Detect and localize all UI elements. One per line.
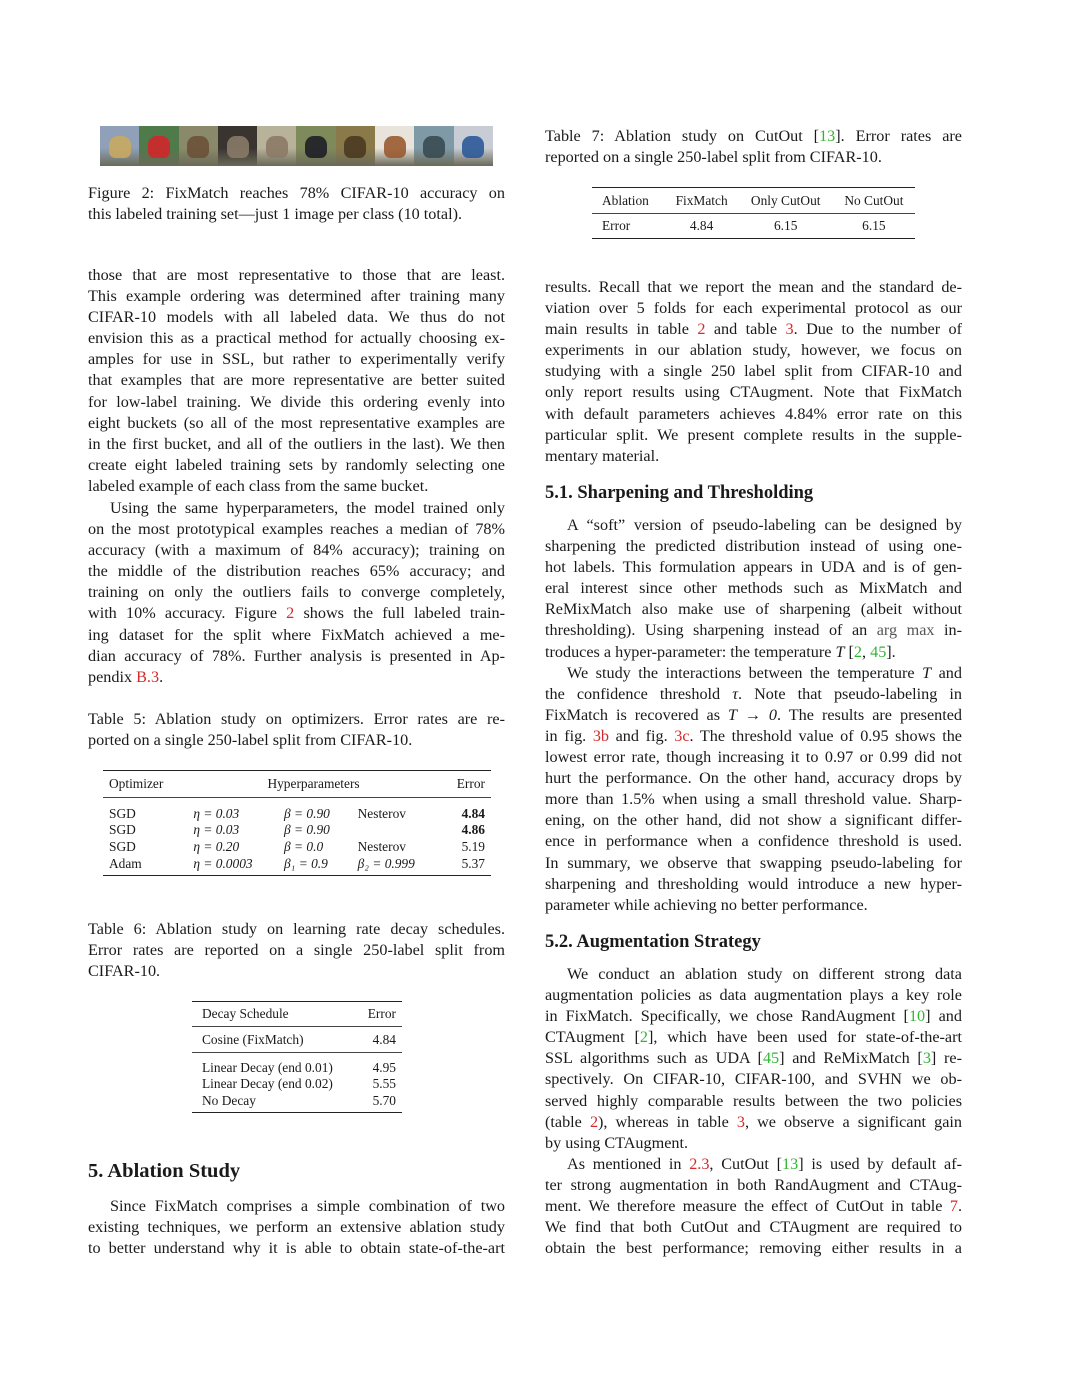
caption-line: this labeled training set—just 1 image per class (10 total). [88, 205, 463, 224]
table-5-caption [88, 709, 505, 751]
cell: η = 0.03 [193, 822, 240, 837]
text-line: ing dataset for the split where FixMatch achieved a me- [88, 625, 505, 644]
text-line [545, 1006, 962, 1027]
text: main results in table [545, 320, 698, 339]
cell: η = 0.20 [193, 839, 240, 854]
text-line: results. Recall that we report the mean and the standard de- [545, 278, 962, 296]
thumbnail-airplane [100, 126, 139, 166]
cell: No Decay [202, 1092, 256, 1108]
text-line: experiments in our ablation study, however, we focus on [545, 341, 962, 360]
caption-line: reported on a single 250-label split from CIFAR-10. [545, 148, 882, 167]
text-line: more than 1.5% when using a small threshold value. Sharp- [545, 790, 962, 809]
text: ]. [886, 642, 896, 661]
text-line [545, 1027, 962, 1048]
cell: 5.19 [461, 839, 485, 854]
thumbnail-horse [375, 126, 414, 166]
table-5-optimizers [103, 770, 491, 876]
caption-line: Error rates are reported on a single 250-label split from [88, 941, 505, 960]
cell: Linear Decay (end 0.02) [202, 1076, 333, 1091]
cell: β = 0.0 [284, 839, 324, 854]
thumbnail-truck [454, 126, 493, 166]
cell: η = 0.0003 [193, 855, 253, 871]
caption-line [545, 126, 962, 147]
text-line [545, 1048, 962, 1069]
cell: β₂ = 0.999 [357, 855, 415, 871]
table-row [103, 798, 491, 822]
table-7-cutout [592, 187, 915, 239]
results-paragraph [545, 277, 962, 467]
text: shows the full labeled train- [294, 604, 505, 623]
cell: Nesterov [357, 839, 406, 854]
math-temperature: T [922, 663, 932, 682]
text: ] and [925, 1007, 962, 1026]
cell: 5.37 [461, 855, 485, 871]
text-line: A “soft” version of pseudo-labeling can be designed by [567, 516, 962, 534]
text-line: ter strong augmentation in both RandAugment and CTAug- [545, 1175, 962, 1194]
table-row [192, 1093, 402, 1113]
text-line: Using the same hyperparameters, the model trained only [110, 499, 505, 517]
text: As mentioned in [567, 1154, 690, 1173]
text: ] and ReMixMatch [ [779, 1049, 923, 1068]
cell: 4.84 [461, 805, 485, 821]
column-header: Error [456, 776, 485, 791]
cell: 4.95 [372, 1059, 396, 1075]
cell: Cosine (FixMatch) [202, 1031, 304, 1047]
text-line: eral interest since other methods such as MixMatch and [545, 579, 962, 598]
cell: SGD [109, 822, 136, 837]
math-threshold: τ [732, 684, 738, 703]
math-limit: T → 0 [728, 705, 778, 724]
text-line: spectively. On CIFAR-10, CIFAR-100, and SVHN we ob- [545, 1070, 962, 1089]
caption-line: Table 5: Ablation study on optimizers. Error rates are re- [88, 710, 505, 728]
text-line: eight buckets (so all of the most representative examples are [88, 413, 505, 432]
table-row [192, 1053, 402, 1076]
text-line: obtain the best performance; removing either results in a [545, 1239, 962, 1258]
text: the confidence threshold [545, 684, 733, 703]
citation-10-link[interactable]: 10 [908, 1007, 926, 1026]
text-line: those that are most representative to those that are least. [88, 266, 505, 284]
text-line: mentary material. [545, 446, 660, 465]
text-line: ReMixMatch also make use of sharpening (albeit without [545, 600, 962, 619]
cell: 5.55 [372, 1076, 396, 1091]
text-line [545, 1196, 962, 1217]
text: in fig. [545, 726, 593, 745]
math-argmax: arg max [876, 621, 935, 640]
text: . Note that pseudo-labeling in [738, 684, 962, 703]
text: ] re- [930, 1049, 962, 1068]
thumbnail-bird [179, 126, 218, 166]
table-row [192, 1076, 402, 1093]
figure-3c-link[interactable]: 3c [674, 726, 690, 745]
text: pendix [88, 667, 137, 686]
cell: 4.84 [689, 218, 714, 233]
text-line: particular split. We present complete results in the supple- [545, 425, 962, 444]
cell: Nesterov [357, 805, 406, 821]
paragraph-hyperparameters-results [88, 498, 505, 688]
text-line: only report results using CTAugment. Note that FixMatch [545, 383, 962, 402]
text: FixMatch is recovered as [545, 705, 729, 724]
text: in FixMatch. Specifically, we chose RandAugment [ [545, 1007, 909, 1026]
text-line: served highly comparable results between the two policies [545, 1091, 962, 1110]
section-5-1-heading: 5.1. Sharpening and Thresholding [545, 483, 814, 503]
text: and table [705, 320, 786, 339]
caption-line: ported on a single 250-label split from CIFAR-10. [88, 731, 413, 750]
citation-13-link[interactable]: 13 [782, 1154, 799, 1173]
text-line: create eight labeled training sets by randomly selecting one [88, 455, 505, 474]
text-line: training on only the outliers fails to converge completely, [88, 583, 505, 602]
cell: η = 0.03 [193, 805, 240, 821]
text: and fig. [609, 726, 675, 745]
text: with 10% accuracy. Figure [88, 604, 287, 623]
text: . The threshold value of 0.95 shows the [689, 726, 962, 745]
cell: Linear Decay (end 0.01) [202, 1059, 333, 1075]
cell [352, 822, 440, 839]
text-line: This example ordering was determined after training many [88, 287, 505, 306]
text-line: hot labels. This formulation appears in UDA and is of gen- [545, 558, 962, 577]
cell: β₁ = 0.9 [284, 855, 328, 871]
text: . The results are presented [777, 705, 962, 724]
text-line: augmentation policies as data augmentation plays a key role [545, 986, 962, 1005]
text: troduces a hyper-parameter: the temperature [545, 642, 836, 661]
text-line [545, 663, 962, 684]
text-line [88, 603, 505, 624]
cell: 6.15 [862, 218, 886, 233]
text-line: the middle of the distribution reaches 65% accuracy; and [88, 562, 505, 581]
column-header: Hyperparameters [267, 776, 360, 791]
text-line: sharpening the predicted distribution instead of using one- [545, 537, 962, 556]
thumbnail-automobile [139, 126, 178, 166]
thumbnail-frog [336, 126, 375, 166]
text: ment. We therefore measure the effect of CutOut in table [545, 1197, 950, 1216]
text-line [545, 705, 962, 726]
text-line: hurt the performance. On the other hand, accuracy drops by [545, 769, 962, 788]
table-7-link[interactable]: 7 [949, 1197, 958, 1216]
text-line: viation over 5 folds for each experimental protocol as our [545, 299, 962, 318]
table-row [192, 1027, 402, 1053]
text-line: Since FixMatch comprises a simple combination of two [110, 1197, 505, 1215]
table-2-link[interactable]: 2 [697, 320, 706, 339]
text: We study the interactions between the temperature [567, 663, 923, 682]
table-3-link[interactable]: 3 [785, 320, 794, 339]
section-5-paragraph [88, 1196, 505, 1259]
text: SSL algorithms such as UDA [ [545, 1049, 763, 1068]
column-header: Optimizer [109, 776, 164, 791]
thumbnail-dog [296, 126, 335, 166]
figure-2-image-strip [100, 126, 493, 166]
text-line: on the most prototypical examples reaches a median of 78% [88, 520, 505, 539]
text: thresholding). Using sharpening instead of an [545, 621, 877, 640]
text: . [957, 1197, 962, 1216]
paragraph-representative-examples [88, 265, 505, 497]
caption-line: Figure 2: FixMatch reaches 78% CIFAR-10 accuracy on [88, 184, 505, 202]
text-line: by using CTAugment. [545, 1133, 689, 1152]
section-5-1-paragraphs [545, 515, 962, 916]
text-line: labeled example of each class from the same bucket. [88, 476, 429, 495]
text: ]. Error rates are [835, 127, 962, 145]
table-row [103, 839, 491, 856]
column-header: Error [367, 1006, 396, 1021]
text: , CutOut [ [709, 1154, 783, 1173]
text-line: envision this as a practical method for actually choosing ex- [88, 329, 505, 348]
text: (table [545, 1112, 590, 1131]
citation-2-link[interactable]: 2 [853, 642, 862, 661]
section-5-2-heading: 5.2. Augmentation Strategy [545, 932, 761, 952]
section-5-heading: 5. Ablation Study [88, 1160, 241, 1182]
text-line: that examples that are more representative are better suited [88, 371, 505, 390]
text-line: amples for use in SSL, but rather to experimentally verify [88, 350, 505, 369]
text-line: to better understand why it is able to obtain state-of-the-art [88, 1239, 505, 1258]
cell: 6.15 [773, 218, 798, 233]
text-line [545, 1154, 962, 1175]
text: . [159, 667, 164, 686]
text-line: lowest error rate, though increasing it to 0.97 or 0.99 did not [545, 748, 962, 767]
text-line: sharpening and thresholding would introduce a new hyper- [545, 874, 962, 893]
table-row [592, 214, 915, 239]
text: . Due to the number of [793, 320, 962, 339]
text-line [88, 667, 505, 688]
caption-line: CIFAR-10. [88, 962, 161, 981]
text: , [862, 642, 871, 661]
text-line: CIFAR-10 models with all labeled data. We thus do not [88, 308, 505, 327]
text-line: parameter while achieving no better performance. [545, 895, 868, 914]
cell: 4.84 [372, 1031, 396, 1047]
text-line: studying with a single 250 label split from CIFAR-10 and [545, 362, 962, 381]
text-line [545, 620, 962, 641]
section-2-3-link[interactable]: 2.3 [689, 1154, 710, 1173]
citation-45-link[interactable]: 45 [762, 1049, 780, 1068]
cell: β = 0.90 [284, 805, 330, 821]
text-line: ence in performance when a confidence threshold is used. [545, 832, 962, 851]
text: Table 7: Ablation study on CutOut [ [545, 127, 820, 145]
text: , we observe a significant gain [744, 1112, 962, 1131]
cell: 4.86 [461, 822, 485, 837]
text: CTAugment [ [545, 1028, 640, 1047]
text: in- [934, 621, 963, 640]
text-line [545, 726, 962, 747]
text-line: dian accuracy of 78%. Further analysis is presented in Ap- [88, 646, 505, 665]
text-line: We find that both CutOut and CTAugment are required to [545, 1218, 962, 1237]
text-line [545, 1112, 962, 1133]
text: [ [844, 642, 854, 661]
figure-3b-link[interactable]: 3b [592, 726, 610, 745]
table-3-link[interactable]: 3 [736, 1112, 745, 1131]
appendix-b3-link[interactable]: B.3 [136, 667, 160, 686]
text: ), whereas in table [598, 1112, 737, 1131]
citation-2-link[interactable]: 2 [639, 1028, 648, 1047]
text-line: with default parameters achieves 4.84% error rate on this [545, 404, 962, 423]
column-header: Only CutOut [750, 192, 821, 208]
text-line: accuracy (with a maximum of 84% accuracy); training on [88, 541, 505, 560]
column-header: Ablation [602, 192, 649, 208]
text-line: ening, on the other hand, did not show a significant differ- [545, 811, 962, 830]
math-temperature: T [835, 642, 845, 661]
cell: 5.70 [372, 1092, 396, 1108]
caption-line: Table 6: Ablation study on learning rate decay schedules. [88, 920, 505, 938]
text-line: We conduct an ablation study on different strong data [567, 965, 962, 983]
section-5-2-paragraphs [545, 964, 962, 1259]
column-header: FixMatch [675, 192, 728, 208]
figure-2-caption [88, 183, 505, 225]
text-line: existing techniques, we perform an extensive ablation study [88, 1218, 505, 1237]
table-row [103, 822, 491, 839]
text-line: In summary, we observe that swapping pseudo-labeling for [545, 853, 962, 872]
figure-2-link[interactable]: 2 [286, 604, 295, 623]
table-6-decay-schedules [192, 1001, 402, 1113]
cell: SGD [109, 839, 136, 854]
table-2-link[interactable]: 2 [589, 1112, 599, 1131]
citation-3-link[interactable]: 3 [922, 1049, 931, 1068]
cell: β = 0.90 [284, 822, 330, 837]
thumbnail-ship [414, 126, 453, 166]
column-header: No CutOut [844, 192, 904, 208]
cell: Error [602, 218, 631, 233]
text-line [545, 319, 962, 340]
table-7-caption [545, 126, 962, 168]
citation-45-link[interactable]: 45 [870, 642, 887, 661]
text: ] is used by default af- [798, 1154, 962, 1173]
citation-13-link[interactable]: 13 [819, 127, 836, 145]
column-header: Decay Schedule [202, 1006, 289, 1021]
text-line: for low-label training. We divide this ordering evenly into [88, 392, 505, 411]
text-line [545, 642, 962, 663]
cell: SGD [109, 805, 136, 821]
text-line [545, 684, 962, 705]
thumbnail-cat [218, 126, 257, 166]
table-row [103, 856, 491, 876]
text-line: in the first bucket, and all of the outliers in the last). We then [88, 434, 505, 453]
text: and [931, 663, 962, 682]
thumbnail-deer [257, 126, 296, 166]
table-6-caption [88, 919, 505, 982]
text: ], which have been used for state-of-the-art [647, 1028, 962, 1047]
cell: Adam [109, 855, 142, 871]
